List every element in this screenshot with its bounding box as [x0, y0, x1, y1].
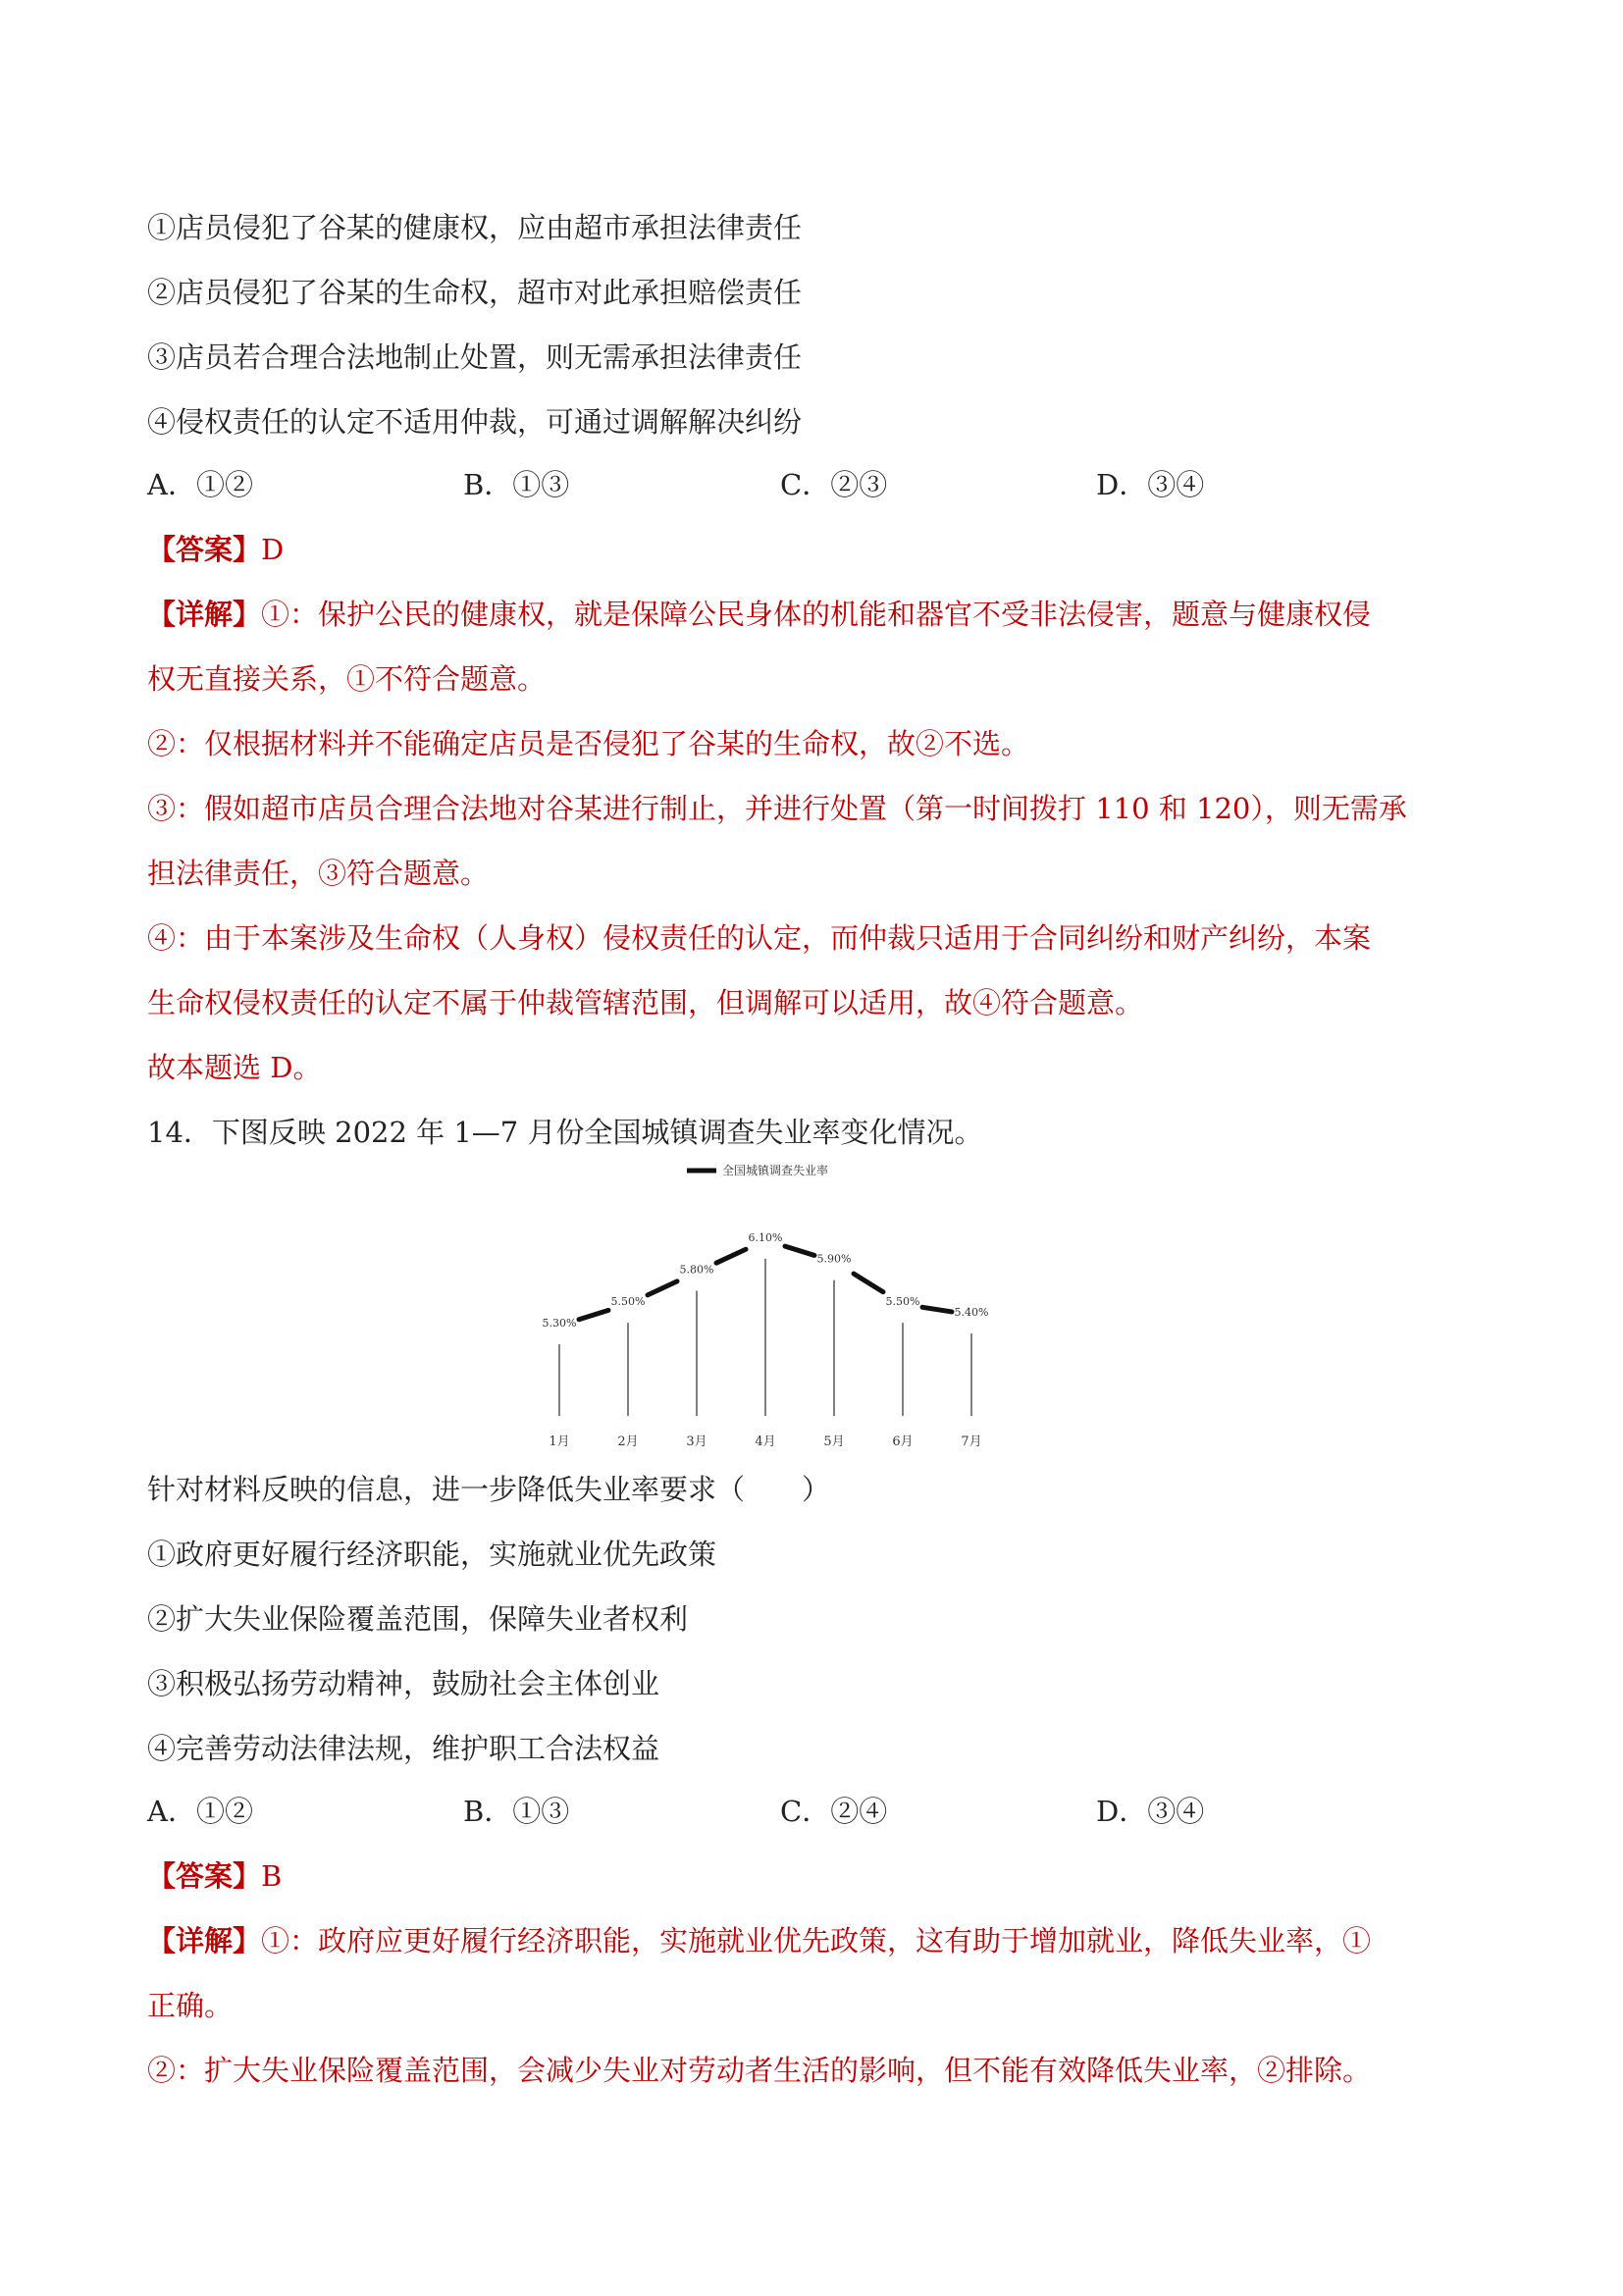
x-tick-2: 2月: [617, 1435, 639, 1449]
q13-statement-4: ④侵权责任的认定不适用仲裁，可通过调解解决纠纷: [147, 405, 803, 439]
answer-value: D: [261, 533, 285, 566]
answer-label: 【答案】: [147, 1859, 262, 1893]
value-label-3: 5.80%: [679, 1263, 714, 1277]
q13-detail-3: ②：仅根据材料并不能确定店员是否侵犯了谷某的生命权，故②不选。: [147, 727, 1030, 760]
value-label-1: 5.30%: [542, 1316, 577, 1330]
q14-question: 针对材料反映的信息，进一步降低失业率要求（ ）: [147, 1473, 831, 1506]
series-segment-1: [579, 1310, 608, 1319]
q13-detail-7: 生命权侵权责任的认定不属于仲裁管辖范围，但调解可以适用，故④符合题意。: [147, 986, 1144, 1019]
q14-option-d: D．③④: [1096, 1795, 1205, 1828]
legend-label: 全国城镇调查失业率: [722, 1164, 829, 1177]
q13-statement-3: ③店员若合理合法地制止处置，则无需承担法律责任: [147, 340, 803, 374]
answer-label: 【答案】: [147, 533, 262, 566]
q13-option-c: C．②③: [780, 468, 888, 501]
chart-svg: [530, 1156, 1001, 1460]
unemployment-chart: [530, 1156, 1001, 1460]
value-label-4: 6.10%: [748, 1230, 783, 1244]
x-tick-4: 4月: [755, 1435, 776, 1449]
q13-statement-1: ①店员侵犯了谷某的健康权，应由超市承担法律责任: [147, 211, 803, 244]
x-tick-6: 6月: [892, 1435, 914, 1449]
q14-answer: [147, 1856, 282, 1896]
value-label-6: 5.50%: [885, 1295, 920, 1309]
detail-text: ①：保护公民的健康权，就是保障公民身体的机能和器官不受非法侵害，题意与健康权侵: [261, 598, 1372, 631]
value-label-2: 5.50%: [610, 1295, 646, 1309]
x-tick-5: 5月: [823, 1435, 845, 1449]
q13-option-d: D．③④: [1096, 468, 1205, 501]
q14-statement-4: ④完善劳动法律法规，维护职工合法权益: [147, 1732, 660, 1765]
q13-detail-2: 权无直接关系，①不符合题意。: [147, 662, 547, 696]
answer-value: B: [261, 1859, 283, 1893]
q14-statement-3: ③积极弘扬劳动精神，鼓励社会主体创业: [147, 1667, 660, 1700]
q13-statement-2: ②店员侵犯了谷某的生命权，超市对此承担赔偿责任: [147, 276, 803, 309]
q13-option-b: B．①③: [463, 468, 570, 501]
x-tick-3: 3月: [686, 1435, 707, 1449]
q14-detail-3: ②：扩大失业保险覆盖范围，会减少失业对劳动者生活的影响，但不能有效降低失业率，②排除。: [147, 2054, 1372, 2087]
detail-label: 【详解】: [147, 1924, 262, 1957]
x-tick-7: 7月: [961, 1435, 982, 1449]
q14-stem: 14．下图反映 2022 年 1—7 月份全国城镇调查失业率变化情况。: [147, 1116, 983, 1149]
q14-detail-2: 正确。: [147, 1989, 234, 2022]
series-segment-3: [716, 1249, 746, 1263]
series-segment-2: [648, 1281, 677, 1295]
value-label-7: 5.40%: [954, 1306, 989, 1320]
q14-statement-1: ①政府更好履行经济职能，实施就业优先政策: [147, 1538, 717, 1571]
q13-option-a: A．①②: [147, 468, 253, 501]
q14-option-c: C．②④: [780, 1795, 888, 1828]
q13-detail-6: ④：由于本案涉及生命权（人身权）侵权责任的认定，而仲裁只适用于合同纠纷和财产纠纷，本案: [147, 921, 1372, 955]
value-label-5: 5.90%: [816, 1252, 852, 1266]
series-segment-6: [922, 1307, 952, 1312]
detail-text: ①：政府应更好履行经济职能，实施就业优先政策，这有助于增加就业，降低失业率，①: [261, 1924, 1372, 1957]
detail-label: 【详解】: [147, 598, 262, 631]
q13-detail-1: [147, 595, 1371, 634]
q13-detail-4: ③：假如超市店员合理合法地对谷某进行制止，并进行处置（第一时间拨打 110 和 120），则无需承: [147, 792, 1407, 825]
q13-answer: [147, 530, 284, 569]
x-tick-1: 1月: [549, 1435, 570, 1449]
q14-statement-2: ②扩大失业保险覆盖范围，保障失业者权利: [147, 1602, 689, 1636]
q14-option-a: A．①②: [147, 1795, 253, 1828]
series-segment-5: [854, 1274, 883, 1292]
q14-option-b: B．①③: [463, 1795, 570, 1828]
q13-detail-8: 故本题选 D。: [147, 1051, 322, 1084]
series-segment-4: [785, 1246, 814, 1255]
q14-detail-1: [147, 1921, 1371, 1960]
q13-detail-5: 担法律责任，③符合题意。: [147, 857, 490, 890]
